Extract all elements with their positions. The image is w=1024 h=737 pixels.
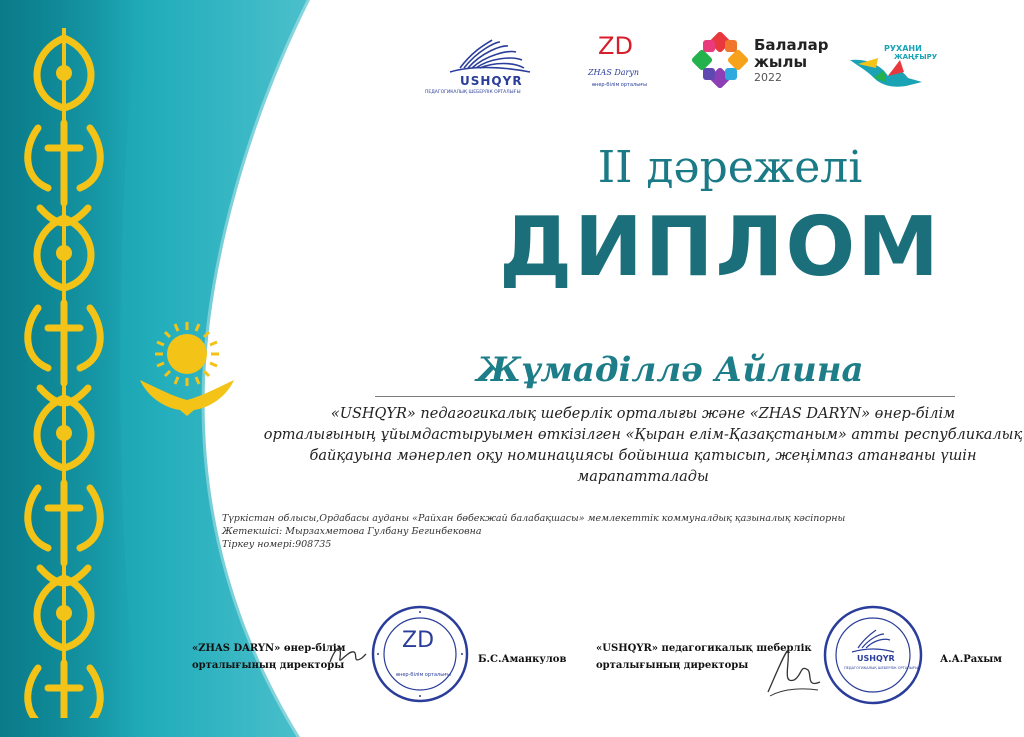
right-signatory-line2: орталығының директоры [596,660,749,671]
right-signatory-name: А.А.Рахым [940,654,1002,665]
zhas-daryn-logo-script: ZHAS Daryn [588,68,640,77]
zhas-daryn-logo-mark: ZD [598,32,633,60]
right-signatory-line1: «USHQYR» педагогикалық шеберлік [596,643,812,654]
ushqyr-logo-caption: ПЕДАГОГИКАЛЫҚ ШЕБЕРЛІК ОРТАЛЫҒЫ [425,90,521,95]
kazakh-ornament-band [18,28,110,718]
award-statement-line: «USHQYR» педагогикалық шеберлік орталығы және «ZHAS DARYN» өнер-білім [330,406,956,422]
right-stamp-caption: ПЕДАГОГИКАЛЫҚ ШЕБЕРЛІК ОРТАЛЫҒЫ [844,666,919,670]
left-signatory-line1: «ZHAS DARYN» өнер-білім [192,643,346,654]
balalar-zhyly-flower-logo [692,32,748,88]
ushqyr-logo-name: USHQYR [460,74,523,88]
rukhani-logo-line2: ЖАҢҒЫРУ [894,53,938,61]
left-stamp-caption: өнер-білім орталығы [396,672,452,678]
recipient-details [222,512,846,551]
left-signatory-name: Б.С.Аманкулов [478,654,567,665]
registration-number: Тіркеу номері:908735 [222,539,332,550]
award-statement-line: байқауына мәнерлеп оқу номинациясы бойынша қатысып, жеңімпаз атанғаны үшін [309,448,977,464]
kazakh-flag-sun-eagle-emblem [132,318,242,418]
left-signatory-line2: орталығының директоры [192,660,345,671]
balalar-logo-line2: жылы [754,53,808,71]
balalar-logo-line1: Балалар [754,36,829,54]
teacher-line: Жетекшісі: Мырзахметова Гулбану Бегинбековна [222,526,482,537]
award-statement-line: марапатталады [577,469,709,485]
zhas-daryn-logo-caption: өнер-білім орталығы [592,82,648,88]
left-official-stamp [370,604,470,704]
partner-logos [420,30,940,100]
left-signatory-title [192,640,345,674]
award-statement-line: орталығының ұйымдастыруымен өткізілген «Қыран елім-Қазақстаным» атты республикалық [263,427,1023,443]
rukhani-logo-line1: РУХАНИ [884,44,922,53]
organization-line: Түркістан облысы,Ордабасы ауданы «Райхан бөбекжай балабақшасы» мемлекеттік коммуналдық қазыналық кәсіпорны [222,513,846,524]
diploma-title: ДИПЛОМ [499,200,941,295]
name-underline [375,396,955,397]
recipient-name: Жұмаділлә Айлина [476,350,864,390]
right-stamp-mark: USHQYR [857,654,895,663]
balalar-logo-year: 2022 [754,71,782,84]
diploma-degree: II дәрежелі [597,142,863,193]
left-signature [328,640,368,670]
award-statement [262,404,1024,488]
left-stamp-mark: ZD [402,628,435,653]
right-signature [764,644,824,700]
rukhani-zhangyru-bird-logo [848,38,928,90]
